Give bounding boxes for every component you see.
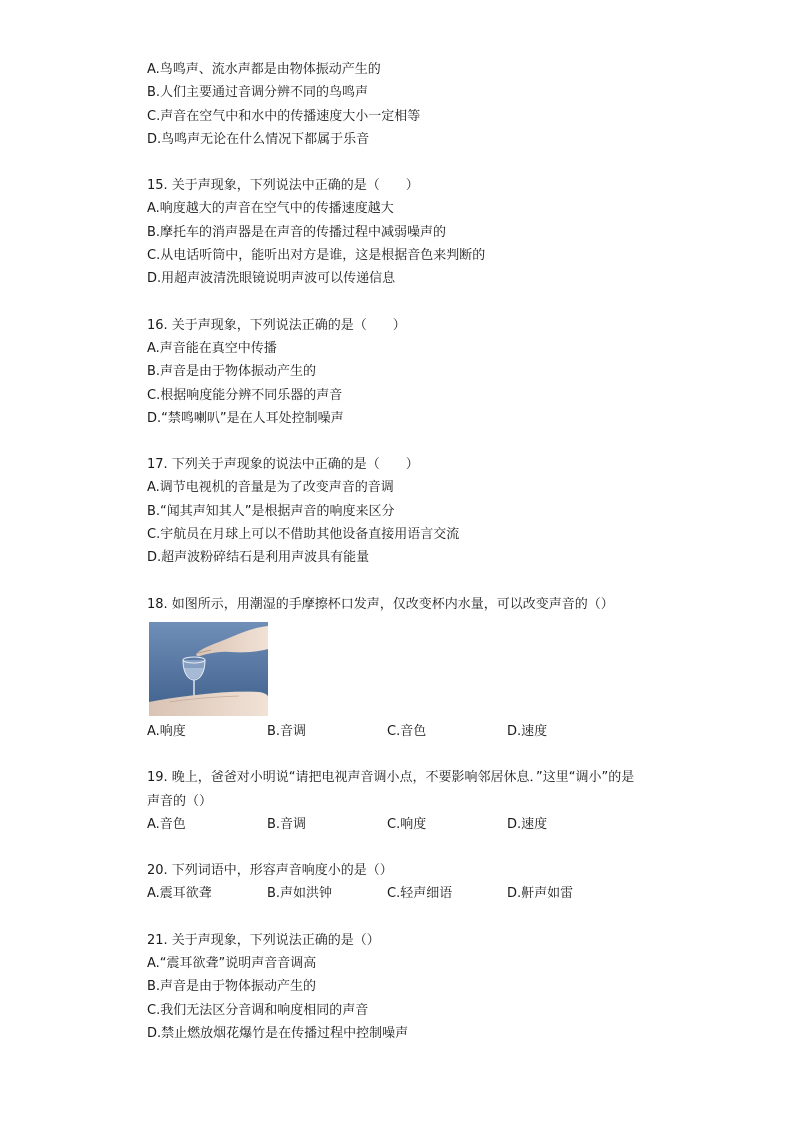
option-c: C.响度 xyxy=(387,816,427,832)
option-a: A.震耳欲聋 xyxy=(147,886,212,902)
option-c: C.声音在空气中和水中的传播速度大小一定相等 xyxy=(147,108,421,124)
options-row xyxy=(147,882,687,905)
option-d: D.用超声波清洗眼镜说明声波可以传递信息 xyxy=(147,271,396,287)
option-a: A.“震耳欲聋”说明声音音调高 xyxy=(147,956,317,972)
question-18 xyxy=(147,593,687,744)
option-d: D.超声波粉碎结石是利用声波具有能量 xyxy=(147,550,370,566)
question-stem: 16. 关于声现象，下列说法正确的是（ ） xyxy=(147,317,406,333)
option-a: A.调节电视机的音量是为了改变声音的音调 xyxy=(147,480,394,496)
option-b: B.“闻其声知其人”是根据声音的响度来区分 xyxy=(147,503,395,519)
option-b: B.声音是由于物体振动产生的 xyxy=(147,979,317,995)
wine-glass-photo xyxy=(149,622,268,716)
option-d: D.速度 xyxy=(507,816,548,832)
question-19 xyxy=(147,766,687,836)
question-stem: 15. 关于声现象，下列说法中正确的是（ ） xyxy=(147,178,419,194)
option-d: D.鸟鸣声无论在什么情况下都属于乐音 xyxy=(147,131,370,147)
question-stem: 17. 下列关于声现象的说法中正确的是（ ） xyxy=(147,457,419,473)
option-a: A.鸟鸣声、流水声都是由物体振动产生的 xyxy=(147,62,381,77)
option-d: D.禁止燃放烟花爆竹是在传播过程中控制噪声 xyxy=(147,1025,409,1041)
question-21 xyxy=(147,929,687,1045)
option-a: A.声音能在真空中传播 xyxy=(147,340,277,356)
option-c: C.我们无法区分音调和响度相同的声音 xyxy=(147,1002,369,1018)
question-stem: 21. 关于声现象，下列说法正确的是（） xyxy=(147,932,380,948)
question-14-options xyxy=(147,58,687,151)
question-16 xyxy=(147,314,687,430)
worksheet-page xyxy=(147,58,687,1068)
option-c: C.根据响度能分辨不同乐器的声音 xyxy=(147,387,343,403)
option-b: B.摩托车的消声器是在声音的传播过程中减弱噪声的 xyxy=(147,224,447,240)
option-a: A.音色 xyxy=(147,816,186,832)
option-d: D.速度 xyxy=(507,723,548,739)
option-a: A.响度 xyxy=(147,723,186,739)
option-b: B.人们主要通过音调分辨不同的鸟鸣声 xyxy=(147,85,369,101)
question-stem: 18. 如图所示，用潮湿的手摩擦杯口发声，仅改变杯内水量，可以改变声音的（） xyxy=(147,596,614,612)
question-stem-line1: 19. 晚上，爸爸对小明说“请把电视声音调小点，不要影响邻居休息．”这里“调小”的是 xyxy=(147,770,635,786)
question-15 xyxy=(147,174,687,290)
question-17 xyxy=(147,453,687,569)
option-b: B.音调 xyxy=(267,723,307,739)
question-stem-line2: 声音的（） xyxy=(147,793,213,809)
option-b: B.声音是由于物体振动产生的 xyxy=(147,364,317,380)
options-row xyxy=(147,720,687,743)
option-c: C.轻声细语 xyxy=(387,886,453,902)
options-row xyxy=(147,813,687,836)
option-d: D.“禁鸣喇叭”是在人耳处控制噪声 xyxy=(147,410,344,426)
question-20 xyxy=(147,859,687,906)
option-c: C.音色 xyxy=(387,723,427,739)
option-d: D.鼾声如雷 xyxy=(507,886,574,902)
question-stem: 20. 下列词语中，形容声音响度小的是（） xyxy=(147,863,393,879)
option-b: B.声如洪钟 xyxy=(267,886,333,902)
option-c: C.宇航员在月球上可以不借助其他设备直接用语言交流 xyxy=(147,527,460,543)
option-c: C.从电话听筒中，能听出对方是谁，这是根据音色来判断的 xyxy=(147,248,486,264)
option-b: B.音调 xyxy=(267,816,307,832)
option-a: A.响度越大的声音在空气中的传播速度越大 xyxy=(147,201,394,217)
